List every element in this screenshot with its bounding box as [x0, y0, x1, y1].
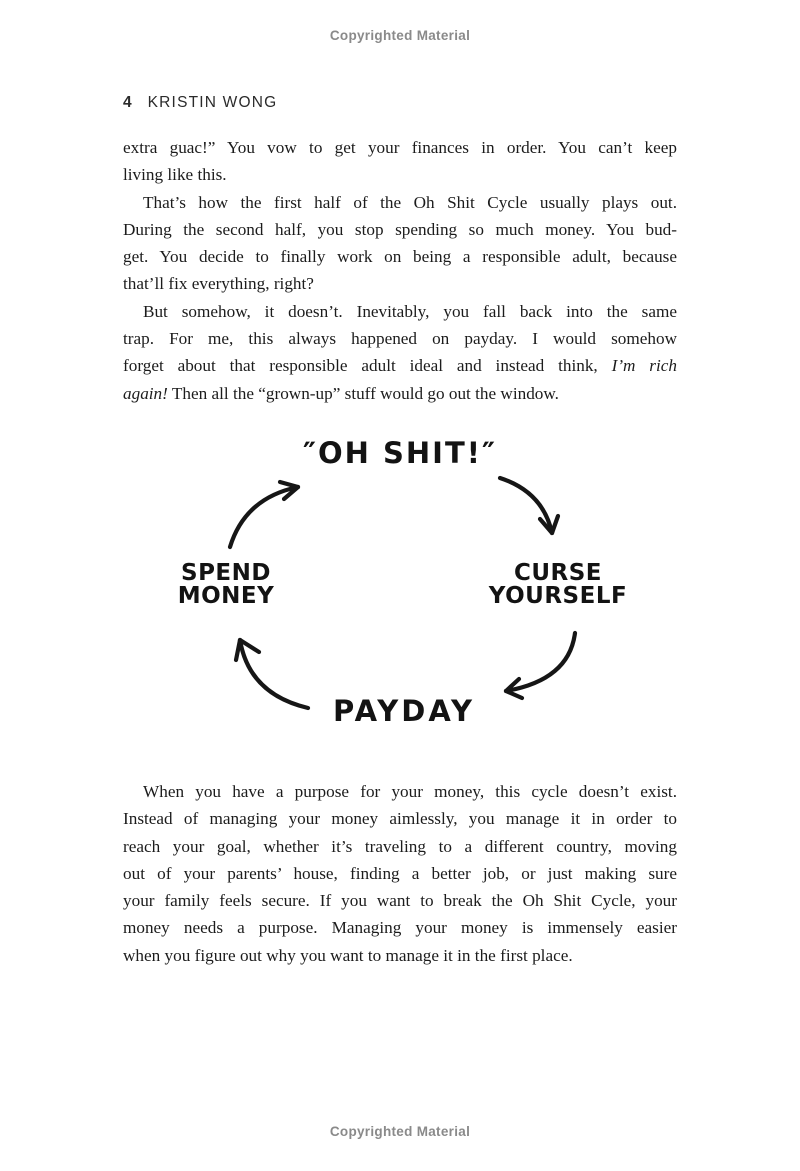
text-line: get. You decide to finally work on being a responsible adult, because [123, 247, 677, 267]
text-line: trap. For me, this always happened on payday. I would somehow [123, 329, 677, 349]
cycle-node-label: ″OH SHIT!″ [303, 436, 497, 470]
text-line: extra guac!” You vow to get your finances in order. You can’t keep [123, 138, 677, 157]
body-text-upper [123, 134, 677, 407]
text-line: reach your goal, whether it’s traveling to a different country, moving [123, 836, 677, 856]
text-line: Instead of managing your money aimlessly, you manage it in order to [123, 809, 677, 829]
running-header [123, 94, 277, 112]
text-line: living like this. [123, 165, 227, 185]
paragraph [123, 134, 677, 189]
text-line: when you figure out why you want to manage it in the first place. [123, 945, 573, 965]
cycle-node-label: PAYDAY [332, 694, 475, 728]
text-line: During the second half, you stop spending so much money. You bud- [123, 219, 677, 239]
paragraph [123, 298, 677, 407]
copyright-notice-top: Copyrighted Material [329, 28, 471, 43]
text-line: again! Then all the “grown-up” stuff would go out the window. [123, 383, 559, 403]
cycle-node-label: YOURSELF [488, 583, 628, 609]
cycle-node-oh-shit [150, 436, 650, 470]
oh-shit-cycle-diagram [150, 430, 650, 740]
text-line: money needs a purpose. Managing your money is immensely easier [123, 918, 677, 938]
text-line: out of your parents’ house, finding a better job, or just making sure [123, 863, 677, 883]
text-line: But somehow, it doesn’t. Inevitably, you fall back into the same [143, 301, 677, 321]
text-line: that’ll fix everything, right? [123, 274, 314, 294]
cycle-node-label: MONEY [177, 583, 275, 609]
running-header-author: KRISTIN WONG [147, 94, 278, 111]
paragraph [123, 189, 677, 298]
text-line: That’s how the first half of the Oh Shit Cycle usually plays out. [143, 192, 677, 212]
copyright-notice-bottom: Copyrighted Material [329, 1124, 471, 1139]
arrow-spend-to-ohshit [230, 482, 298, 547]
page-number: 4 [123, 94, 132, 111]
arrow-ohshit-to-curse [500, 478, 558, 533]
cycle-node-spend-money [150, 562, 302, 608]
cycle-node-label: CURSE [513, 560, 603, 586]
paragraph [123, 778, 677, 969]
arrow-curse-to-payday [506, 633, 575, 698]
text-line: forget about that responsible adult ideal and instead think, I’m rich [123, 356, 677, 376]
cycle-node-curse-yourself [468, 562, 648, 608]
cycle-node-payday [150, 694, 658, 728]
body-text-lower [123, 778, 677, 969]
text-line: When you have a purpose for your money, this cycle doesn’t exist. [143, 782, 677, 801]
cycle-node-label: SPEND [181, 560, 271, 586]
text-line: your family feels secure. If you want to break the Oh Shit Cycle, your [123, 891, 677, 911]
